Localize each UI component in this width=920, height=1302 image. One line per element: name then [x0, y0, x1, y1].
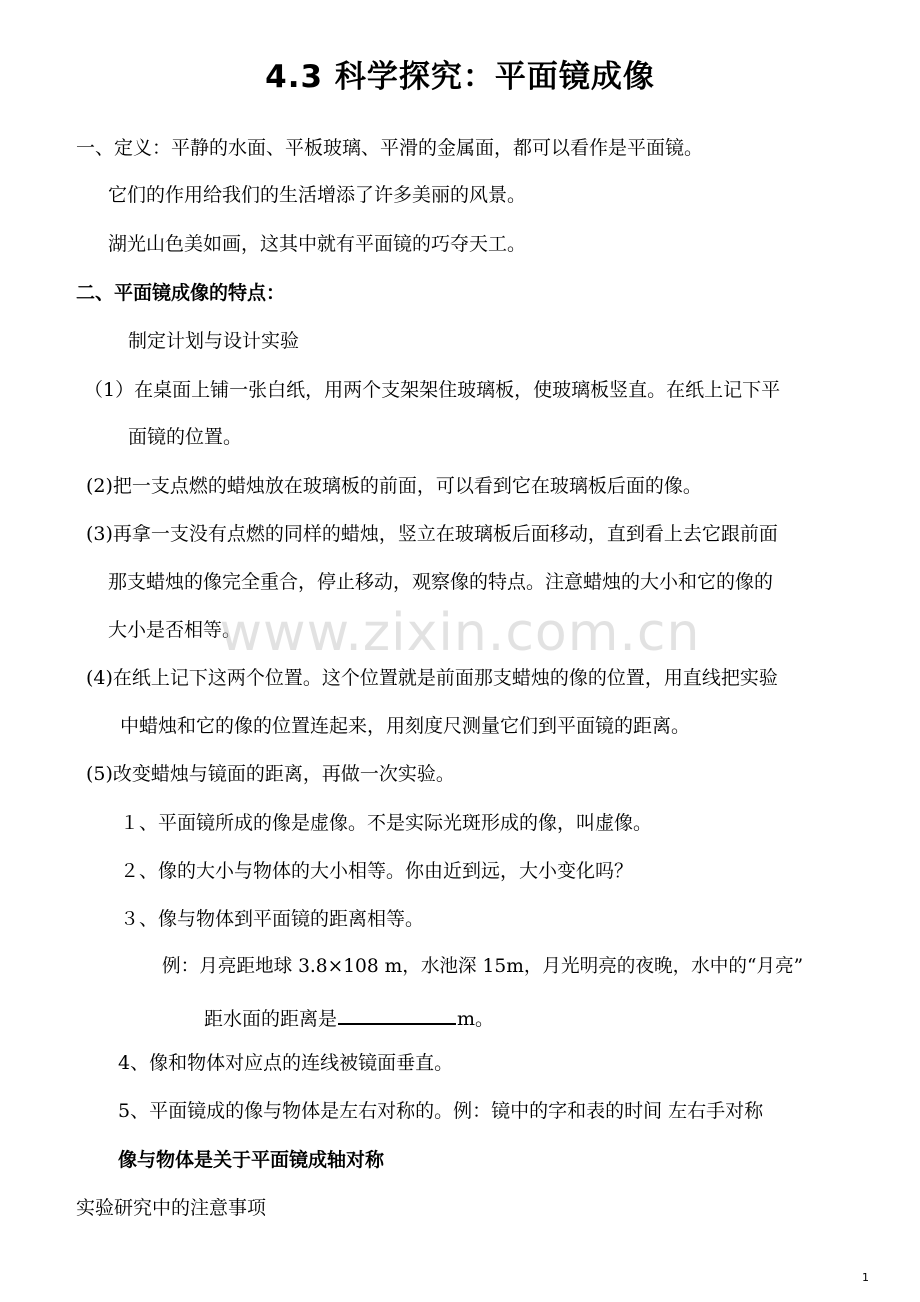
step-4-line-2: 中蜡烛和它的像的位置连起来，用刻度尺测量它们到平面镜的距离。 [120, 715, 691, 737]
conclusion-3: ３、像与物体到平面镜的距离相等。 [120, 908, 425, 930]
definition-line-3: 湖光山色美如画，这其中就有平面镜的巧夺天工。 [108, 233, 527, 255]
example-line-1: 例：月亮距地球 3.8×108 m，水池深 15m，月光明亮的夜晚，水中的“月亮” [162, 956, 804, 977]
plan-subheading: 制定计划与设计实验 [128, 330, 300, 352]
step-1-line-2: 面镜的位置。 [128, 426, 243, 448]
conclusion-4: 4、像和物体对应点的连线被镜面垂直。 [118, 1052, 454, 1074]
features-heading: 二、平面镜成像的特点： [76, 282, 286, 304]
step-4-line-1: (4)在纸上记下这两个位置。这个位置就是前面那支蜡烛的像的位置，用直线把实验 [86, 667, 778, 689]
step-3-line-3: 大小是否相等。 [108, 619, 242, 641]
definition-line-1: 一、定义：平静的水面、平板玻璃、平滑的金属面，都可以看作是平面镜。 [76, 137, 704, 159]
answer-blank[interactable] [338, 1003, 456, 1025]
step-3-line-2: 那支蜡烛的像完全重合，停止移动，观察像的特点。注意蜡烛的大小和它的像的 [108, 571, 774, 593]
step-1-line-1: （1）在桌面上铺一张白纸，用两个支架架住玻璃板，使玻璃板竖直。在纸上记下平 [84, 379, 781, 401]
step-2: (2)把一支点燃的蜡烛放在玻璃板的前面，可以看到它在玻璃板后面的像。 [86, 475, 702, 497]
page-title: 4.3 科学探究：平面镜成像 [265, 59, 655, 95]
step-5: (5)改变蜡烛与镜面的距离，再做一次实验。 [86, 763, 455, 785]
example-line-2 [204, 1003, 494, 1031]
example-unit: m。 [457, 1008, 495, 1030]
page-number: 1 [862, 1271, 869, 1284]
conclusion-2: ２、像的大小与物体的大小相等。你由近到远，大小变化吗？ [120, 860, 634, 882]
summary-line: 像与物体是关于平面镜成轴对称 [118, 1149, 385, 1171]
conclusion-5: 5、平面镜成的像与物体是左右对称的。例：镜中的字和表的时间 左右手对称 [118, 1100, 764, 1122]
notes-heading: 实验研究中的注意事项 [76, 1197, 267, 1219]
conclusion-1: １、平面镜所成的像是虚像。不是实际光斑形成的像，叫虚像。 [120, 812, 653, 834]
watermark: www.zixin.com.cn [219, 603, 701, 663]
definition-line-2: 它们的作用给我们的生活增添了许多美丽的风景。 [108, 184, 527, 206]
example-question-text: 距水面的距离是 [204, 1008, 338, 1030]
step-3-line-1: (3)再拿一支没有点燃的同样的蜡烛，竖立在玻璃板后面移动，直到看上去它跟前面 [86, 523, 778, 545]
